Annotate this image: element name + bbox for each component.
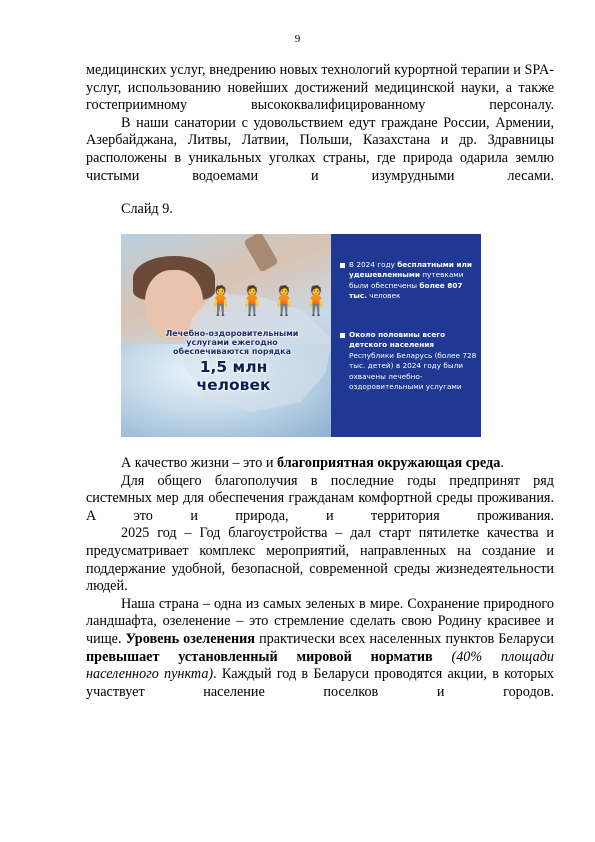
page-number: 9 (294, 33, 301, 45)
text-block-top (86, 62, 554, 185)
bullet-square-icon (340, 333, 345, 338)
paragraph-2: В наши санатории с удовольствием едут граждане России, Армении, Азербайджана, Литвы, Латвии, Польши, Казахстана и др. Здравницы расположены в уникальных уголках страны, где природа одарила землю чистыми водоемами и изумрудными лесами. (86, 114, 554, 184)
slide-label: Слайд 9. (121, 201, 173, 217)
slide-big-number: 1,5 млн человек (196, 358, 271, 394)
bullet-1: В 2024 году бесплатными или удешевленными путевками были обеспечены более 807 тыс. человек (349, 260, 477, 302)
slide-caption: Лечебно-оздоровительными услугами ежегодно обеспечиваются порядка (165, 329, 299, 356)
paragraph-5: 2025 год – Год благоустройства – дал старт пятилетке качества и предусматривает комплекс мероприятий, направленных на создание и поддержание удобной, безопасной, современной среды жизнедеятельности людей. (86, 525, 554, 595)
info-panel (331, 234, 481, 437)
spa-photo (121, 234, 331, 437)
bullet-square-icon (340, 263, 345, 268)
paragraph-6: Наша страна – одна из самых зеленых в мире. Сохранение природного ландшафта, озеленение – это стремление сделать свою Родину красивее и чище. Уровень озеленения практически всех населенных пунктов Беларуси превышает установленный мировой норматив (40% площади населенного пункта). Каждый год в Беларуси проводятся акции, в которых участвует население поселков и городов. (86, 595, 555, 700)
paragraph-4: Для общего благополучия в последние годы предпринят ряд системных мер для обеспечения гражданам комфортной среды проживания. А это и природа, и территория проживания. (86, 472, 554, 524)
text-block-bottom (86, 455, 554, 701)
bottle-icon (243, 234, 278, 273)
paragraph-1: медицинских услуг, внедрению новых технологий курортной терапии и SPA-услуг, использованию новейших достижений медицинской науки, а также гостеприимному высококвалифицированному персоналу. (86, 62, 554, 114)
slide-9-image (121, 234, 481, 437)
paragraph-3: А качество жизни – это и благоприятная окружающая среда. (121, 455, 504, 471)
bullet-2: Около половины всего детского населения Республики Беларусь (более 728 тыс. детей) в 2024 году были охвачены лечебно-оздоровительными услугами (349, 330, 477, 392)
people-group-icon: 🧍🧍🧍🧍 (203, 284, 331, 317)
